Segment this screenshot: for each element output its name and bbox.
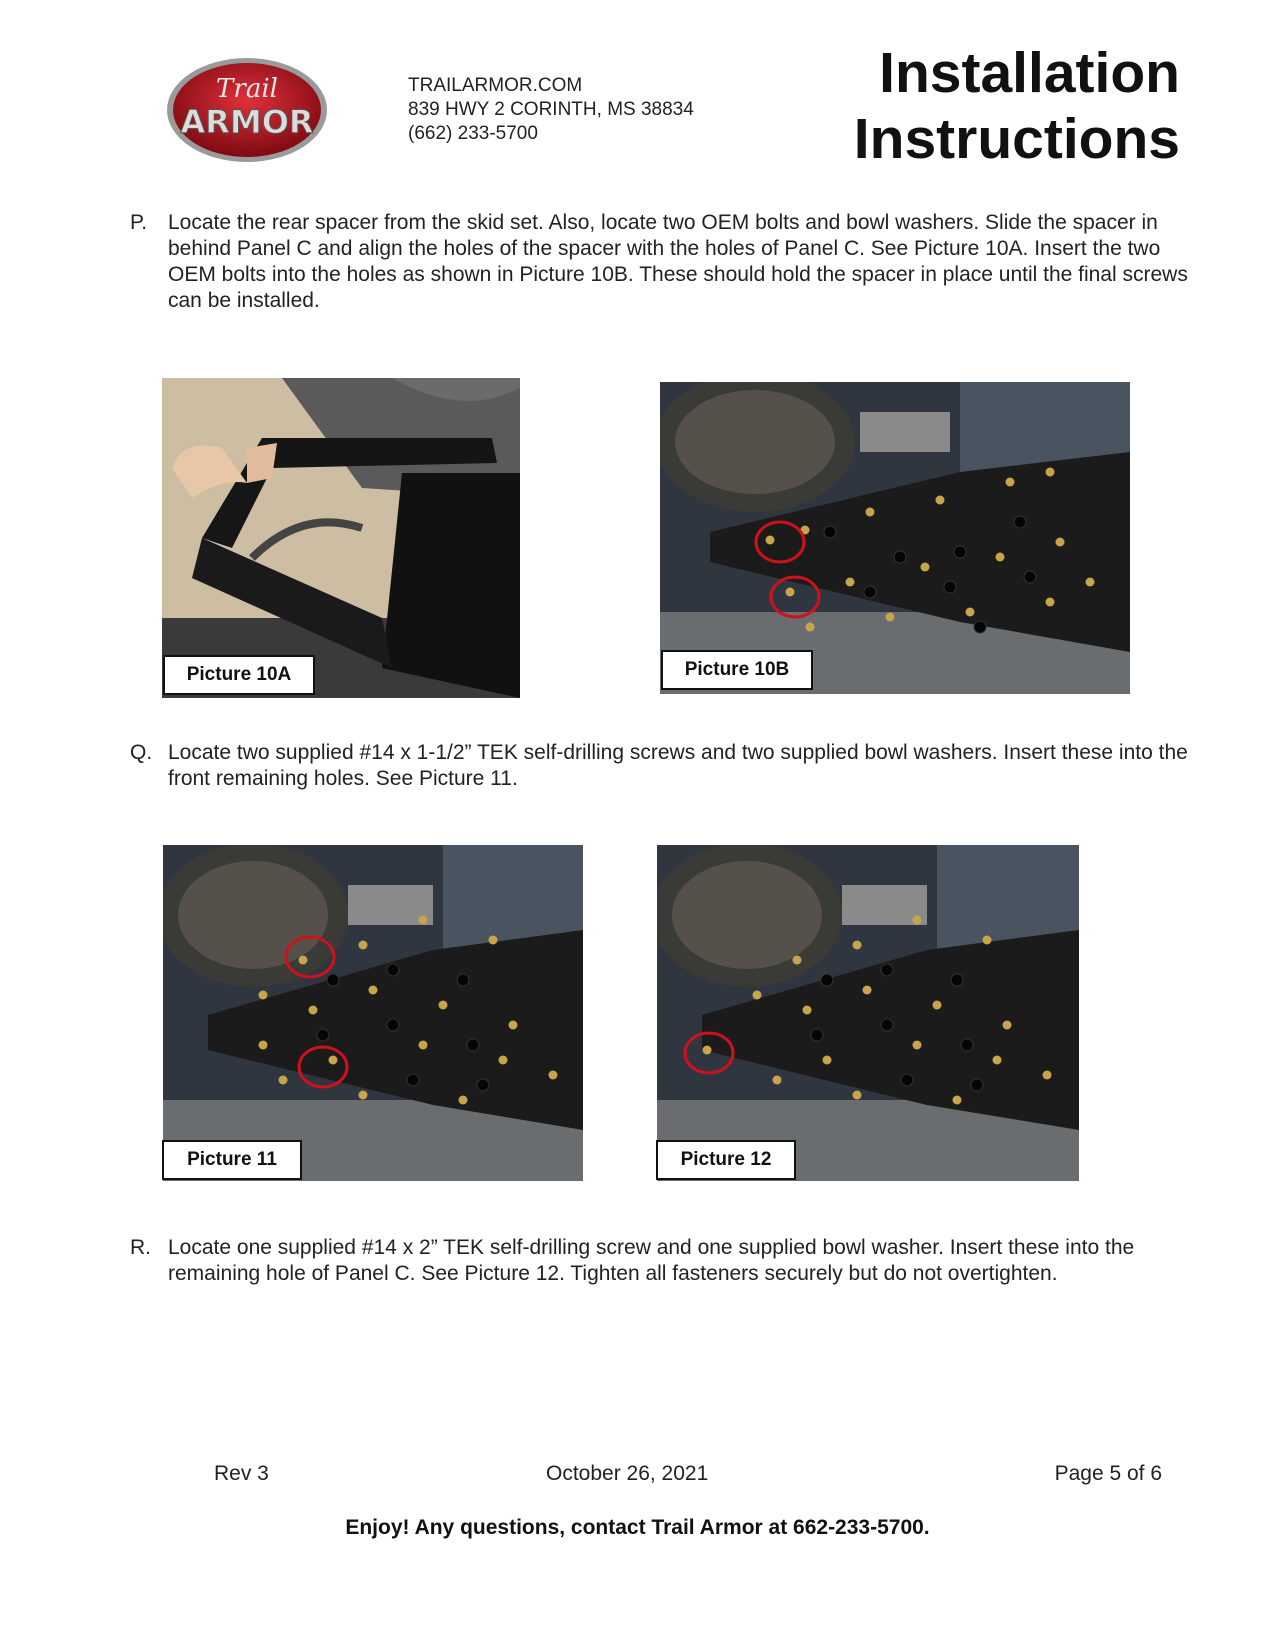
footer-rev: Rev 3	[214, 1462, 269, 1485]
step-text: Locate one supplied #14 x 2” TEK self-drilling screw and one supplied bowl washer. Insert these into the remaining hole of Panel C. See Picture 12. Tighten all fasteners securely but do not overtighten.	[168, 1236, 1135, 1285]
bowl-washer	[853, 1091, 862, 1100]
bowl-washer	[913, 916, 922, 925]
address-text: 839 HWY 2 CORINTH, MS 38834	[408, 99, 694, 120]
bolt-hole	[944, 581, 956, 593]
photo-12	[657, 845, 1079, 1181]
bolt-hole	[864, 586, 876, 598]
bolt-hole	[951, 974, 963, 986]
bowl-washer	[996, 553, 1005, 562]
footer-contact-line: Enjoy! Any questions, contact Trail Armor at 662-233-5700.	[345, 1516, 930, 1539]
bowl-washer	[1046, 598, 1055, 607]
step-r	[130, 1235, 1190, 1287]
bolt-hole	[387, 1019, 399, 1031]
bowl-washer	[853, 941, 862, 950]
bowl-washer	[259, 991, 268, 1000]
bolt-hole	[901, 1074, 913, 1086]
logo-text-top: Trail	[216, 74, 278, 104]
bolt-hole	[1024, 571, 1036, 583]
bolt-hole	[467, 1039, 479, 1051]
step-q	[130, 740, 1190, 792]
website-text: TRAILARMOR.COM	[408, 75, 583, 96]
bowl-washer	[309, 1006, 318, 1015]
title-line-1: Installation	[879, 41, 1180, 105]
bowl-washer	[766, 536, 775, 545]
title-line-2: Instructions	[853, 107, 1180, 171]
bowl-washer	[786, 588, 795, 597]
bolt-hole	[327, 974, 339, 986]
bowl-washer	[419, 1041, 428, 1050]
bolt-hole	[971, 1079, 983, 1091]
bolt-hole	[477, 1079, 489, 1091]
bowl-washer	[499, 1056, 508, 1065]
logo-text-bottom: ARMOR	[180, 103, 314, 141]
contact-block	[408, 74, 694, 146]
page-title	[854, 40, 1180, 172]
bowl-washer	[703, 1046, 712, 1055]
bowl-washer	[753, 991, 762, 1000]
bolt-hole	[881, 1019, 893, 1031]
caption-10a: Picture 10A	[163, 655, 315, 695]
bowl-washer	[279, 1076, 288, 1085]
bolt-hole	[1014, 516, 1026, 528]
caption-10b: Picture 10B	[661, 650, 813, 690]
bowl-washer	[966, 608, 975, 617]
bowl-washer	[369, 986, 378, 995]
bowl-washer	[489, 936, 498, 945]
bolt-hole	[811, 1029, 823, 1041]
bowl-washer	[803, 1006, 812, 1015]
bowl-washer	[1046, 468, 1055, 477]
step-letter: R.	[130, 1236, 151, 1259]
step-p	[130, 210, 1190, 314]
bolt-hole	[407, 1074, 419, 1086]
bowl-washer	[299, 956, 308, 965]
bowl-washer	[846, 578, 855, 587]
bolt-hole	[387, 964, 399, 976]
bowl-washer	[993, 1056, 1002, 1065]
bowl-washer	[509, 1021, 518, 1030]
bowl-washer	[359, 941, 368, 950]
bowl-washer	[439, 1001, 448, 1010]
photo-10a	[162, 378, 520, 698]
photo-11	[163, 845, 583, 1181]
caption-12: Picture 12	[656, 1140, 796, 1180]
step-text: Locate two supplied #14 x 1-1/2” TEK self-drilling screws and two supplied bowl washers. Insert these into the front remaining holes. See Picture 11.	[168, 741, 1188, 790]
bolt-hole	[954, 546, 966, 558]
bowl-washer	[806, 623, 815, 632]
bowl-washer	[549, 1071, 558, 1080]
bowl-washer	[953, 1096, 962, 1105]
bowl-washer	[1003, 1021, 1012, 1030]
bolt-hole	[894, 551, 906, 563]
bowl-washer	[983, 936, 992, 945]
bowl-washer	[419, 916, 428, 925]
bolt-hole	[881, 964, 893, 976]
bolt-hole	[317, 1029, 329, 1041]
bowl-washer	[933, 1001, 942, 1010]
bowl-washer	[1056, 538, 1065, 547]
bowl-washer	[329, 1056, 338, 1065]
bolt-hole	[824, 526, 836, 538]
step-letter: P.	[130, 211, 148, 234]
bowl-washer	[1043, 1071, 1052, 1080]
bowl-washer	[823, 1056, 832, 1065]
bowl-washer	[921, 563, 930, 572]
bowl-washer	[1006, 478, 1015, 487]
bowl-washer	[773, 1076, 782, 1085]
bowl-washer	[459, 1096, 468, 1105]
phone-text: (662) 233-5700	[408, 123, 538, 144]
bolt-hole	[974, 621, 986, 633]
bolt-hole	[457, 974, 469, 986]
bowl-washer	[936, 496, 945, 505]
step-letter: Q.	[130, 741, 153, 764]
bowl-washer	[259, 1041, 268, 1050]
trail-armor-logo	[165, 55, 330, 165]
bowl-washer	[886, 613, 895, 622]
bowl-washer	[863, 986, 872, 995]
step-text: Locate the rear spacer from the skid set. Also, locate two OEM bolts and bowl washers. Slide the spacer in behind Panel C and align the holes of the spacer with the holes of Panel C. See Picture 10A. Insert the two OEM bolts into the holes as shown in Picture 10B. These should hold the spacer in place until the final screws can be installed.	[168, 211, 1188, 312]
bowl-washer	[866, 508, 875, 517]
bolt-hole	[961, 1039, 973, 1051]
bowl-washer	[359, 1091, 368, 1100]
bolt-hole	[821, 974, 833, 986]
caption-11: Picture 11	[162, 1140, 302, 1180]
bowl-washer	[793, 956, 802, 965]
bowl-washer	[913, 1041, 922, 1050]
footer-page: Page 5 of 6	[1054, 1462, 1162, 1485]
bowl-washer	[1086, 578, 1095, 587]
footer-date: October 26, 2021	[546, 1462, 709, 1485]
photo-10b	[660, 382, 1130, 694]
